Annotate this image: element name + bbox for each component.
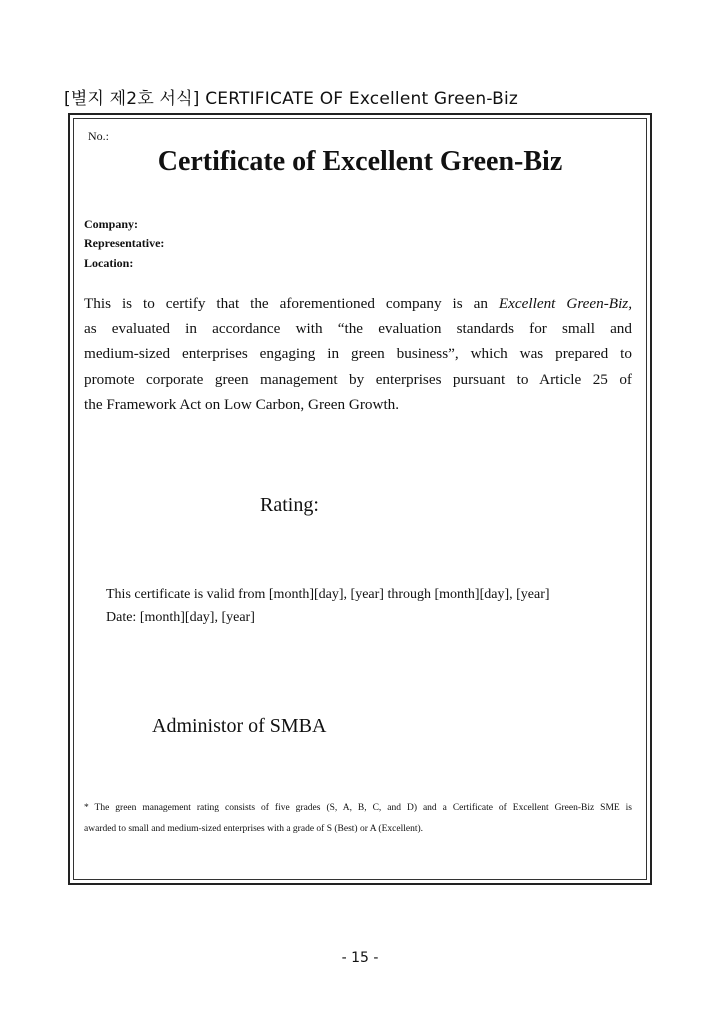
certification-statement (84, 291, 632, 417)
page-number: - 15 - (341, 950, 379, 966)
statement-line-5: the Framework Act on Low Carbon, Green Growth. (84, 395, 400, 413)
form-caption: [별지 제2호 서식] CERTIFICATE OF Excellent Green-Biz (64, 89, 519, 109)
location-label: Location: (84, 256, 134, 270)
certificate-frame (68, 113, 652, 885)
statement-line-3: medium-sized enterprises engaging in green business”, which was prepared to (84, 345, 632, 363)
validity-period: This certificate is valid from [month][day], [year] through [month][day], [year] (106, 587, 550, 602)
issue-date: Date: [month][day], [year] (106, 610, 255, 625)
company-label: Company: (84, 217, 139, 231)
footnote-line-1: * The green management rating consists of five grades (S, A, B, C, and D) and a Certificate of Excellent Green-Biz SME is (84, 803, 632, 813)
administrator-signature: Administor of SMBA (152, 715, 327, 737)
statement-line-1: This is to certify that the aforementioned company is an Excellent Green-Biz, (84, 295, 633, 312)
statement-line-4: promote corporate green management by enterprises pursuant to Article 25 of (84, 370, 632, 388)
rating-footnote (84, 798, 632, 840)
statement-line-2: as evaluated in accordance with “the evaluation standards for small and (84, 320, 632, 338)
rating-label: Rating: (260, 494, 319, 516)
certificate-inner-border (73, 118, 647, 880)
footnote-line-2: awarded to small and medium-sized enterprises with a grade of S (Best) or A (Excellent). (84, 824, 423, 834)
excellent-green-biz-emphasis: Excellent Green-Biz, (498, 295, 633, 312)
certificate-title: Certificate of Excellent Green-Biz (157, 146, 563, 177)
certificate-number-label: No.: (88, 129, 109, 143)
representative-label: Representative: (84, 236, 165, 250)
